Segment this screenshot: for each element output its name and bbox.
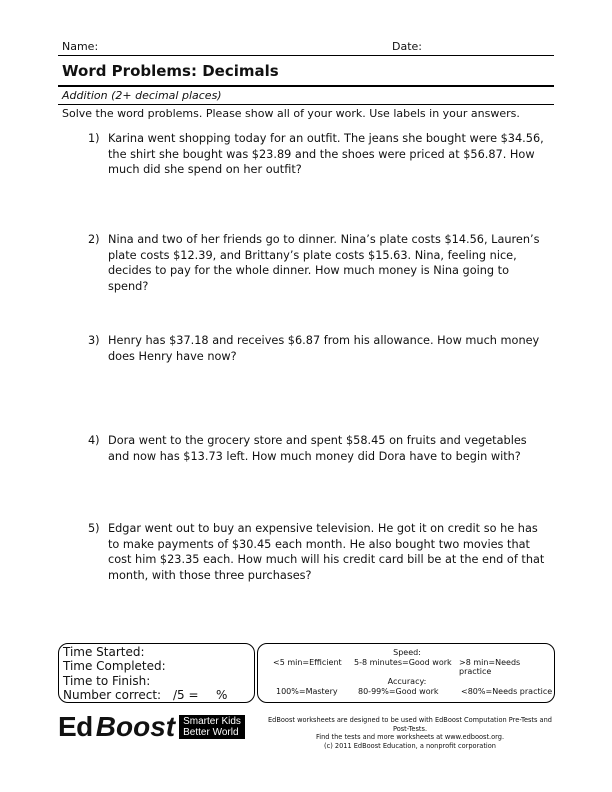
problem-number: 3) <box>88 334 100 347</box>
accuracy-mastery: 100%=Mastery <box>276 687 338 696</box>
page-subtitle: Addition (2+ decimal places) <box>62 89 222 102</box>
problem-text: Nina and two of her friends go to dinner. Nina’s plate costs $14.56, Lauren’s plate costs $12.39, and Brittany’s plate costs $15.63. Nina, feeling nice, decides to pay for the whole dinner. How much money is Nina going to spend? <box>108 233 540 293</box>
speed-label: Speed: <box>393 648 421 657</box>
title-rule <box>58 85 554 87</box>
edboost-logo <box>58 710 245 744</box>
instructions: Solve the word problems. Please show all of your work. Use labels in your answers. <box>62 107 520 120</box>
problem-4 <box>88 433 548 464</box>
problem-text: Henry has $37.18 and receives $6.87 from his allowance. How much money does Henry have now? <box>108 334 540 363</box>
problem-3 <box>88 333 548 364</box>
footer-line-3: (c) 2011 EdBoost Education, a nonprofit corporation <box>324 741 496 750</box>
page-title: Word Problems: Decimals <box>62 62 279 80</box>
logo-tagline <box>179 715 245 739</box>
logo-tagline-1: Smarter Kids <box>183 716 241 727</box>
subtitle-rule <box>58 104 554 105</box>
out-of-label: /5 = <box>173 688 199 702</box>
problem-text: Dora went to the grocery store and spent $58.45 on fruits and vegetables and now has $13.73 left. How much money did Dora have to begin with? <box>108 434 527 463</box>
problem-text: Edgar went out to buy an expensive television. He got it on credit so he has to make payments of $30.45 each month. He also bought two movies that cost him $23.35 each. How much will his credit card bill be at the end of that month, with those three purchases? <box>108 522 545 582</box>
problem-number: 1) <box>88 132 100 145</box>
date-label: Date: <box>392 40 422 53</box>
time-to-finish-label: Time to Finish: <box>63 674 151 688</box>
speed-good: 5-8 minutes=Good work <box>354 658 452 667</box>
problem-2 <box>88 232 548 294</box>
footer-line-1: EdBoost worksheets are designed to be used with EdBoost Computation Pre-Tests and Post-Tests. <box>268 716 552 733</box>
speed-needs-practice: >8 min=Needs practice <box>459 658 521 676</box>
logo-boost: Boost <box>95 711 176 742</box>
footer-line-2: Find the tests and more worksheets at www.edboost.org. <box>315 733 505 741</box>
logo-ed: Ed <box>58 711 93 742</box>
header-rule <box>58 55 554 56</box>
number-correct-label: Number correct: <box>63 688 162 702</box>
accuracy-needs-practice: <80%=Needs practice <box>461 687 553 696</box>
speed-efficient: <5 min=Efficient <box>273 658 342 667</box>
problem-number: 5) <box>88 522 100 535</box>
name-label: Name: <box>62 40 99 53</box>
problem-5 <box>88 521 548 583</box>
problem-1 <box>88 131 548 178</box>
accuracy-label: Accuracy: <box>387 677 427 686</box>
problem-text: Karina went shopping today for an outfit. The jeans she bought were $34.56, the shirt she bought was $23.89 and the shoes were priced at $56.87. How much did she spend on her outfit? <box>108 132 544 176</box>
time-started-label: Time Started: <box>63 645 145 659</box>
percent-label: % <box>216 688 228 702</box>
time-box <box>58 643 255 703</box>
score-box <box>257 643 555 703</box>
problem-number: 2) <box>88 233 100 246</box>
time-completed-label: Time Completed: <box>63 659 166 673</box>
problem-number: 4) <box>88 434 100 447</box>
accuracy-good: 80-99%=Good work <box>358 687 439 696</box>
footer-notice <box>262 716 558 750</box>
logo-tagline-2: Better World <box>183 727 239 738</box>
